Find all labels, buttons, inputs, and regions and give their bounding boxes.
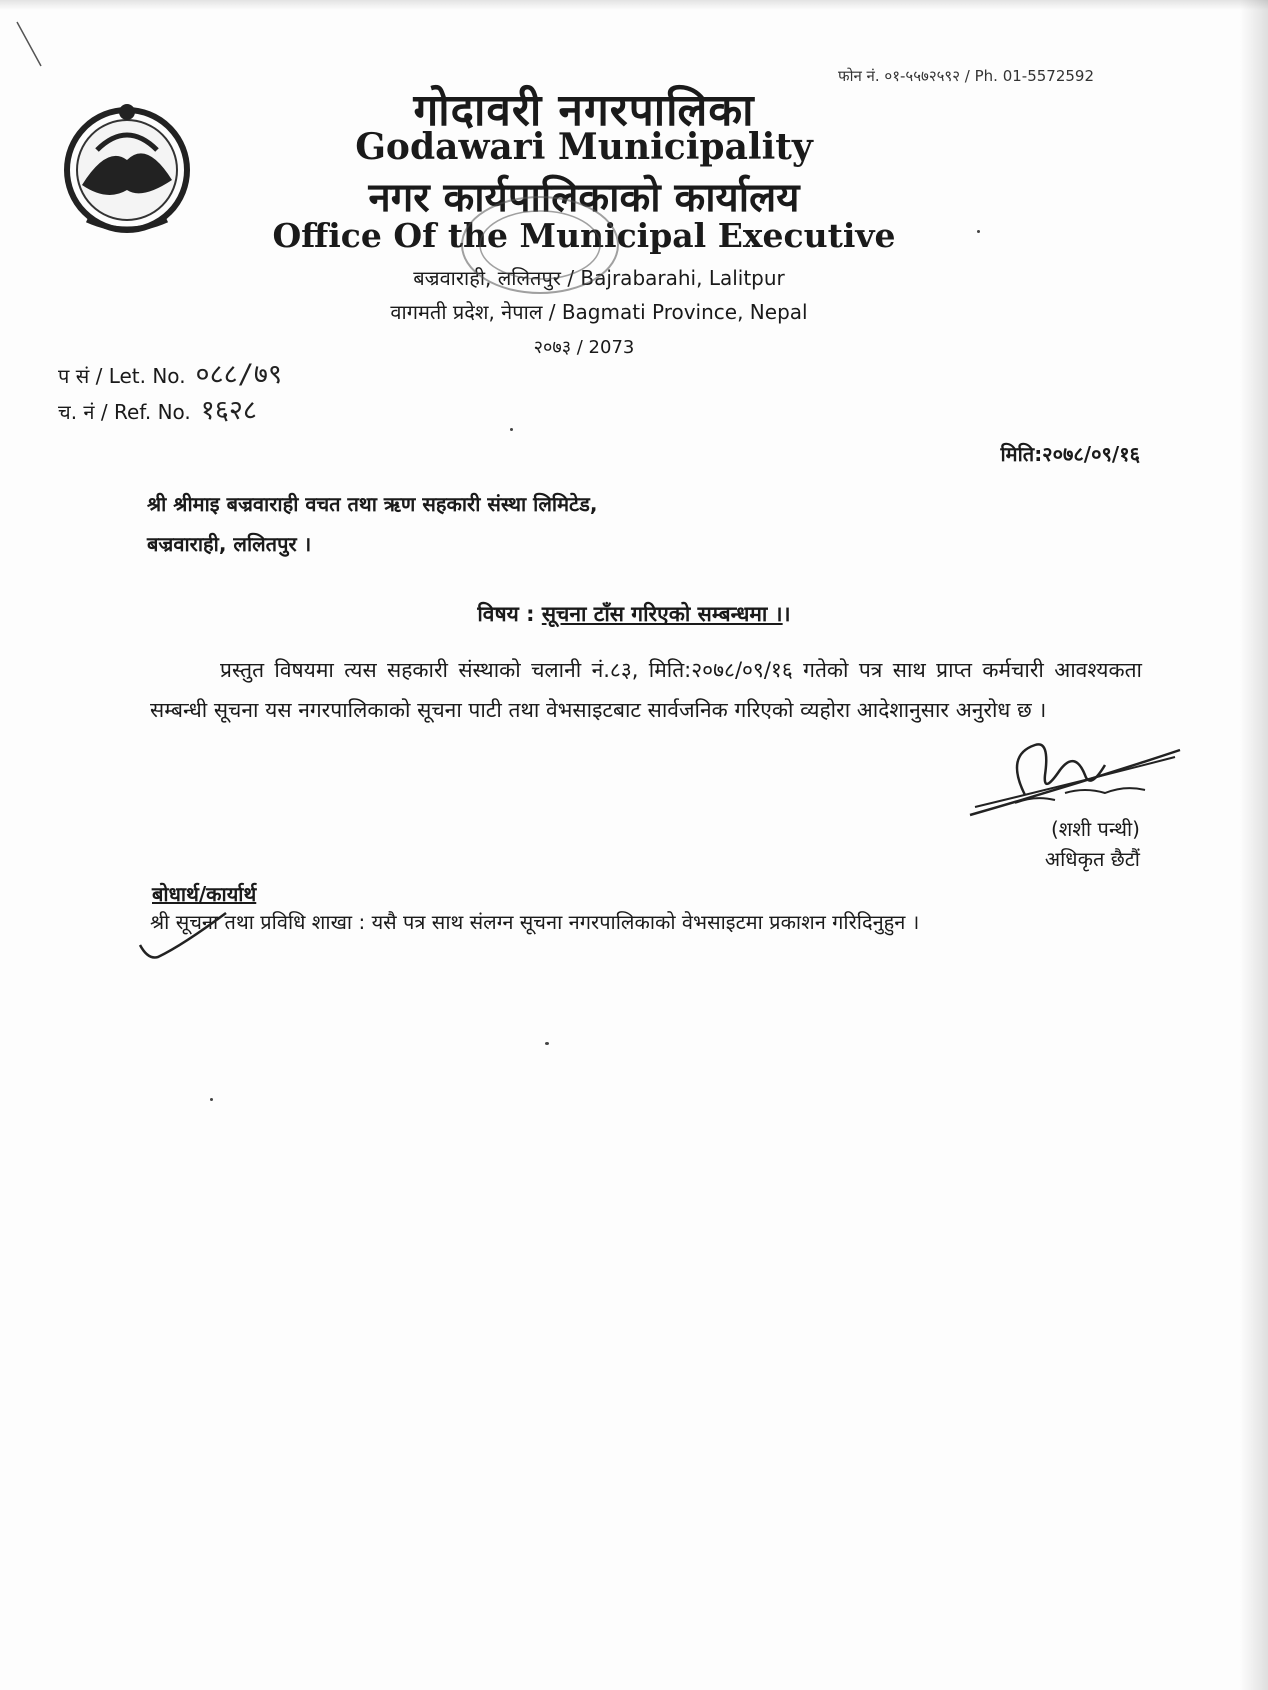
scan-mark-icon xyxy=(15,20,45,70)
scan-speck xyxy=(545,1042,549,1045)
recipient-line-1: श्री श्रीमाइ बज्रवाराही वचत तथा ऋण सहकारी संस्था लिमिटेड, xyxy=(147,492,598,516)
office-stamp-icon xyxy=(455,190,625,300)
subject-line xyxy=(0,600,1268,628)
subject-suffix: । xyxy=(782,602,791,626)
phone-number: फोन नं. ०१-५५७२५९२ / Ph. 01-5572592 xyxy=(838,67,1094,85)
cc-heading: बोधार्थ/कार्यार्थ xyxy=(152,882,257,906)
address-line-2: वागमती प्रदेश, नेपाल / Bagmati Province, Nepal xyxy=(390,300,808,324)
letter-body: प्रस्तुत विषयमा त्यस सहकारी संस्थाको चलानी नं.८३, मिति:२०७८/०९/१६ गतेको पत्र साथ प्राप्त कर्मचारी आवश्यकता सम्बन्धी सूचना यस नगरपालिकाको सूचना पाटी तथा वेभसाइटबाट सार्वजनिक गरिएको व्यहोरा आदेशानुसार अनुरोध छ । xyxy=(150,658,1142,722)
reference-number-row xyxy=(58,390,257,427)
subject-prefix: विषय : xyxy=(477,602,535,626)
signatory-name: (शशी पन्थी) xyxy=(1050,817,1140,841)
letter-number-row xyxy=(58,354,282,391)
scan-top-shadow xyxy=(0,0,1268,10)
scan-edge-shadow xyxy=(1240,0,1268,1690)
scan-speck xyxy=(977,230,980,233)
reference-number-value: १६२८ xyxy=(200,395,257,426)
scan-speck xyxy=(510,428,513,431)
cc-line: श्री सूचना तथा प्रविधि शाखा : यसै पत्र साथ संलग्न सूचना नगरपालिकाको वेभसाइटमा प्रकाशन गरिदिनुहुन । xyxy=(150,910,920,934)
letter-number-label: प सं / Let. No. xyxy=(58,364,186,388)
signatory-title: अधिकृत छैटौं xyxy=(1044,847,1140,871)
recipient-line-2: बज्रवाराही, ललितपुर । xyxy=(147,532,312,556)
municipality-title-np: गोदावरी नगरपालिका xyxy=(413,85,755,136)
letter-date: मिति:२०७८/०९/१६ xyxy=(1000,442,1140,466)
letter-number-value: ०८८/७९ xyxy=(195,359,283,390)
signature-icon xyxy=(965,735,1185,825)
established-year: २०७३ / 2073 xyxy=(533,337,635,358)
address-line-1: बज्रवाराही, ललितपुर / Bajrabarahi, Lalitpur xyxy=(413,266,785,290)
office-title-np: नगर कार्यपालिकाको कार्यालय xyxy=(368,175,800,221)
subject-text: सूचना टाँस गरिएको सम्बन्धमा । xyxy=(541,602,783,626)
office-title-en: Office Of the Municipal Executive xyxy=(272,216,896,255)
municipality-title-en: Godawari Municipality xyxy=(355,126,813,168)
scan-speck xyxy=(210,1098,213,1101)
reference-number-label: च. नं / Ref. No. xyxy=(58,400,191,424)
check-mark-icon xyxy=(138,905,228,965)
